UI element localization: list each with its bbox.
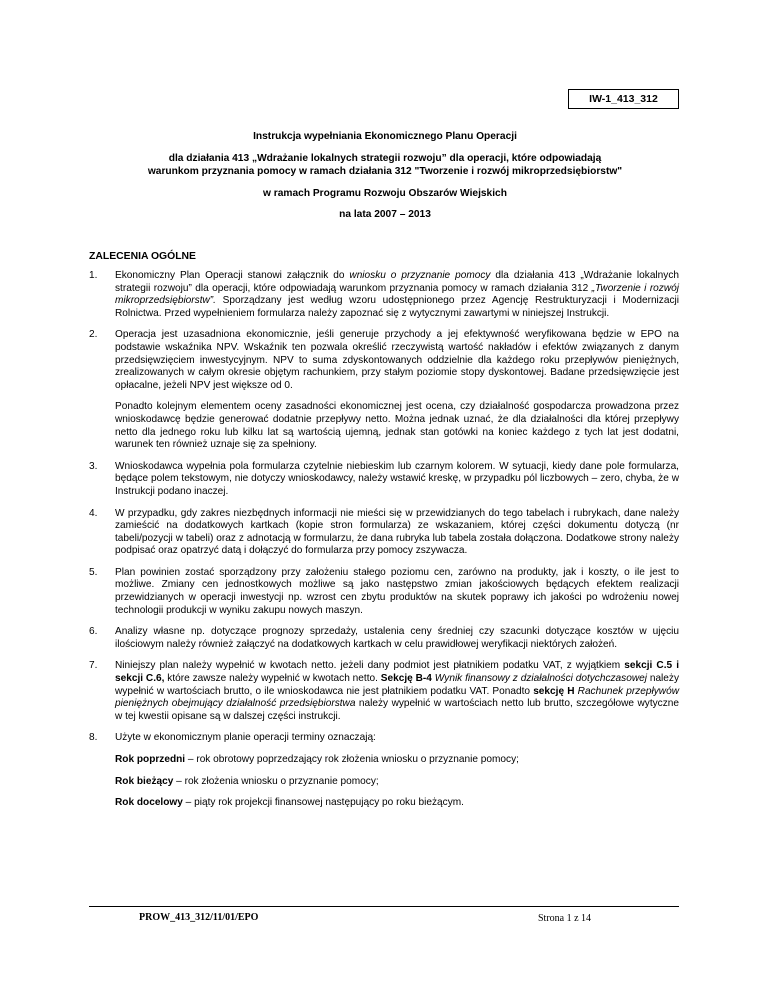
definition-current-year: Rok bieżący – rok złożenia wniosku o przyznanie pomocy; — [115, 775, 379, 787]
title-program: w ramach Programu Rozwoju Obszarów Wiejskich — [263, 187, 507, 199]
item-text: Niniejszy plan należy wypełnić w kwotach netto. jeżeli dany podmiot jest płatnikiem podatku VAT, z wyjątkiem sekcji C.5 i sekcji C.6, które zawsze należy wypełnić w kwotach netto. Sekcję B-4 Wynik finansowy z działalności dotychczasowej należy wypełnić w wartościach brutto, o ile wnioskodawca nie jest płatnikiem podatku VAT. Ponadto sekcję H Rachunek przepływów pieniężnych obejmujący działalność przedsiębiorstwa należy wypełnić w wartościach netto lub brutto, szczegółowe wytyczne w tej kwestii opisane są w dalszej części instrukcji. — [115, 660, 680, 722]
list-item — [89, 732, 679, 809]
item-number: 8. — [89, 732, 98, 744]
item-number: 2. — [89, 329, 98, 341]
title-subtitle — [90, 152, 680, 179]
document-code-box: IW-1_413_312 — [568, 89, 679, 109]
item-text: Ekonomiczny Plan Operacji stanowi załącznik do wniosku o przyznanie pomocy dla działania 413 „Wdrażanie lokalnych strategii rozwoju” dla operacji, które odpowiadają warunkom przyznania pomocy w ramach działania 312 „Tworzenie i rozwój mikroprzedsiębiorstw”. Sporządzany jest według wzoru udostępnionego przez Agencję Restrukturyzacji i Modernizacji Rolnictwa. Przed wypełnieniem formularza należy zapoznać się z wytycznymi zawartymi w niniejszej Instrukcji. — [115, 270, 679, 319]
item-number: 5. — [89, 566, 98, 578]
list-item — [89, 567, 679, 617]
title-subtitle-line-2: warunkom przyznania pomocy w ramach działania 312 "Tworzenie i rozwój mikroprzedsiębiorstw" — [147, 166, 623, 177]
title-main: Instrukcja wypełniania Ekonomicznego Planu Operacji — [253, 131, 517, 142]
section-heading: ZALECENIA OGÓLNE — [89, 251, 196, 262]
item-paragraph: Ponadto kolejnym elementem oceny zasadności ekonomicznej jest ocena, czy działalność gospodarcza prowadzona przez wnioskodawcę będzie generować dodatnie przepływy netto. Można jednak uznać, że dla działalności dla której przepływy netto dla jednego roku lub kilku lat są wartością ujemną, jednak stan gotówki na koniec każdego z tych lat jest dodatni, warunek ten również uznaje się za spełniony. — [115, 401, 679, 451]
item-text — [115, 329, 679, 451]
item-paragraph: Operacja jest uzasadniona ekonomicznie, jeśli generuje przychody a jej efektywność weryfikowana będzie w EPO na podstawie wskaźnika NPV. Wskaźnik ten pozwala określić rzeczywistą wartość nakładów i efektów związanych z danym przedsięwzięciem inwestycyjnym. NPV to suma zdyskontowanych oddzielnie dla każdego roku przepływów pieniężnych, zrealizowanych w całym okresie objętym rachunkiem, przy stałym poziomie stopy dyskontowej. Badane przedsięwzięcie jest opłacalne, jeżeli NPV jest większe od 0. — [115, 329, 679, 391]
footer-page-number: Strona 1 z 14 — [538, 913, 592, 924]
list-item — [89, 626, 679, 651]
recommendations-list — [89, 270, 679, 819]
list-item — [89, 461, 679, 499]
item-text: Wnioskodawca wypełnia pola formularza czytelnie niebieskim lub czarnym kolorem. W sytuacji, kiedy dane pole formularza, będące polem tekstowym, nie dotyczy wnioskodawcy, należy wstawić kreskę, w przypadku pól liczbowych – zero, chyba, że w Instrukcji podano inaczej. — [115, 460, 679, 497]
item-number: 4. — [89, 507, 98, 519]
item-text: Plan powinien zostać sporządzony przy założeniu stałego poziomu cen, zarówno na produkty, jak i koszty, o ile jest to możliwe. Zmiany cen jednostkowych możliwe są jako następstwo zmian jakościowych będących efektem realizacji przewidzianych w operacji inwestycji np. wzrost cen zbytu produktów na skutek poprawy ich jakości po wdrożeniu nowej technologii produkcji w wyniku zakupu nowych maszyn. — [115, 566, 679, 616]
title-subtitle-line-1: dla działania 413 „Wdrażanie lokalnych strategii rozwoju” dla operacji, które odpowiadają — [168, 152, 602, 164]
item-number: 7. — [89, 660, 98, 672]
title-period: na lata 2007 – 2013 — [339, 209, 431, 220]
item-number: 6. — [89, 626, 98, 638]
item-number: 3. — [89, 460, 98, 472]
definitions-intro: Użyte w ekonomicznym planie operacji terminy oznaczają: — [115, 732, 376, 744]
footer-divider — [89, 906, 679, 907]
list-item — [89, 329, 679, 451]
footer-document-id: PROW_413_312/11/01/EPO — [139, 912, 259, 923]
definition-target-year: Rok docelowy – piąty rok projekcji finansowej następujący po roku bieżącym. — [115, 797, 464, 809]
list-item — [89, 660, 679, 723]
item-number: 1. — [89, 270, 98, 281]
item-text: W przypadku, gdy zakres niezbędnych informacji nie mieści się w przewidzianych do tego tabelach i rubrykach, dane należy zamieścić na dodatkowych kartkach (kopie stron formularza) ze wskazaniem, której części dokumentu dotyczą (nr tabeli/pozycji w tabeli) oraz z adnotacją w formularzu, że dana rubryka lub tabela została dołączona. Dodatkowe strony należy podpisać oraz opatrzyć datą i dołączyć do formularza przy pomocy zszywacza. — [115, 507, 679, 557]
item-text — [115, 732, 679, 809]
list-item — [89, 270, 679, 320]
item-text: Analizy własne np. dotyczące prognozy sprzedaży, ustalenia ceny średniej czy szacunki dotyczące kosztów w ujęciu ilościowym należy również załączyć na dodatkowych kartkach w celu prawidłowej weryfikacji niektórych założeń. — [115, 626, 679, 650]
document-title — [90, 130, 680, 222]
list-item — [89, 508, 679, 558]
definition-previous-year: Rok poprzedni – rok obrotowy poprzedzający rok złożenia wniosku o przyznanie pomocy; — [115, 754, 519, 765]
